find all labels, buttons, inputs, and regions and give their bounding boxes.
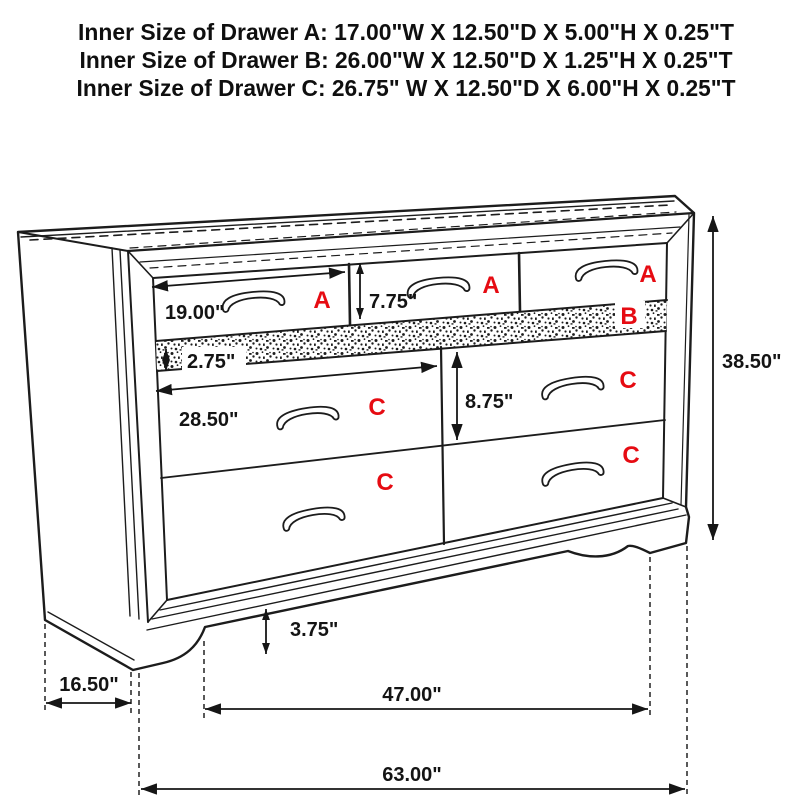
- frame-bottom-inner-edge: [167, 498, 663, 600]
- dimension-label: 47.00": [382, 684, 442, 706]
- miter-bottom-right: [663, 498, 686, 507]
- dim-top-drawer-height: [360, 263, 417, 319]
- handle-drawer-c-upper-right: [540, 373, 604, 400]
- drawer-letter-labels: [313, 261, 656, 496]
- header-line-drawer-b: Inner Size of Drawer B: 26.00"W X 12.50"D X 1.25"H X 0.25"T: [79, 47, 733, 73]
- header-line-drawer-a: Inner Size of Drawer A: 17.00"W X 12.50"D X 5.00"H X 0.25"T: [78, 19, 734, 45]
- label-drawer-a2: A: [482, 272, 500, 299]
- dim-between-legs: [205, 684, 648, 709]
- dimension-label: 19.00": [165, 302, 225, 324]
- handle-drawer-c-upper-left: [275, 403, 339, 430]
- label-drawer-c-upper-left: C: [368, 394, 386, 421]
- dimension-label: 38.50": [722, 351, 782, 373]
- top-grain-dash-1: [30, 205, 670, 240]
- miter-bottom-left: [148, 600, 167, 622]
- dim-large-drawer-width: [156, 366, 437, 431]
- label-drawer-c-upper-right: C: [619, 367, 637, 394]
- dimension-label: 28.50": [179, 409, 239, 431]
- label-drawer-b: B: [620, 303, 638, 330]
- dim-depth: [46, 674, 131, 703]
- label-drawer-a1: A: [313, 287, 331, 314]
- dimension-label: 2.75": [187, 351, 236, 373]
- drawer-handles: [221, 258, 638, 531]
- divider-a1-a2: [349, 264, 350, 325]
- frame-right-inner-edge: [663, 243, 667, 498]
- handle-drawer-a3: [574, 258, 638, 281]
- header-text: [77, 19, 736, 101]
- miter-top-left: [128, 251, 153, 278]
- dim-overall-width: [141, 764, 685, 789]
- label-drawer-c-lower-left: C: [376, 469, 394, 496]
- handle-drawer-a1: [221, 289, 285, 312]
- handle-drawer-c-lower-right: [540, 459, 604, 487]
- dimension-label: 3.75": [290, 619, 339, 641]
- dim-leg-clearance: [266, 609, 338, 654]
- label-drawer-a3: A: [639, 261, 657, 288]
- dimension-label: 7.75": [369, 291, 418, 313]
- header-line-drawer-c: Inner Size of Drawer C: 26.75" W X 12.50"D X 6.00"H X 0.25"T: [76, 75, 736, 101]
- label-drawer-c-lower-right: C: [622, 442, 640, 469]
- dimension-label: 8.75": [465, 391, 514, 413]
- dimension-label: 16.50": [59, 674, 119, 696]
- left-side-panel: [48, 248, 148, 660]
- dim-overall-height: [713, 216, 782, 540]
- dimension-label: 63.00": [382, 764, 442, 786]
- dim-large-drawer-height: [457, 352, 513, 440]
- handle-drawer-c-lower-left: [281, 504, 345, 532]
- frame-left-inner-edge: [153, 278, 167, 600]
- divider-a2-a3: [519, 253, 520, 311]
